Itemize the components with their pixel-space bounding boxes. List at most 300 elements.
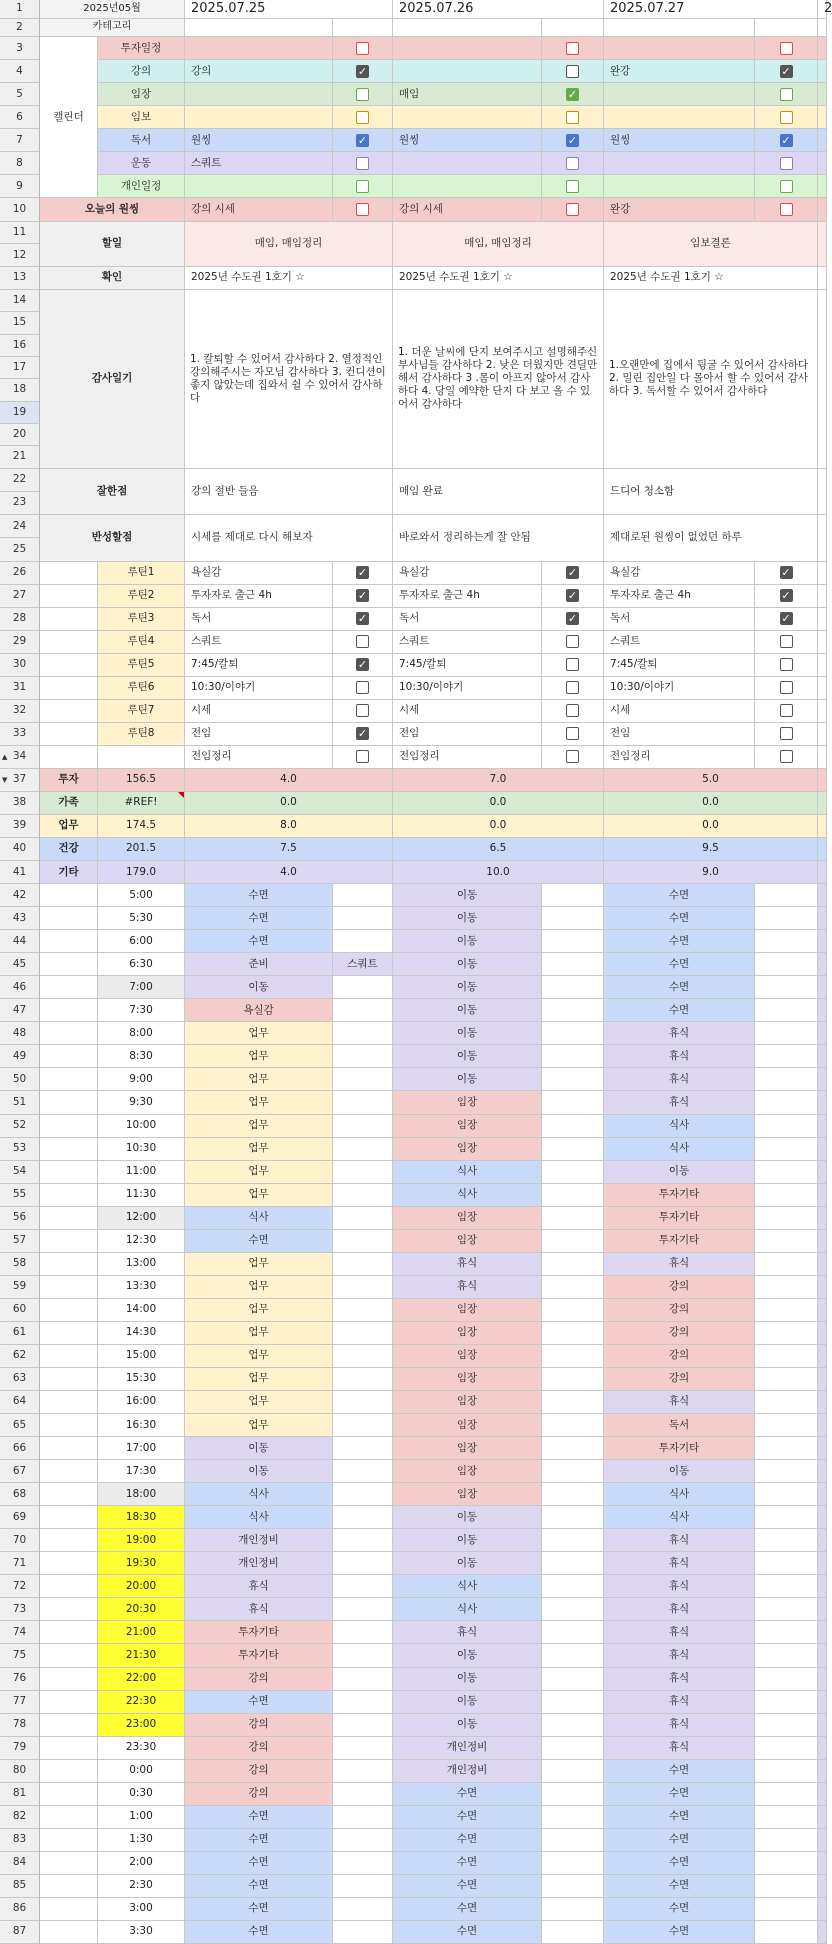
activity-day1-extra[interactable] [333,1852,393,1875]
activity-day1[interactable] [185,1875,333,1898]
time-slot[interactable] [98,999,185,1022]
reflect-value[interactable] [185,515,393,561]
checkbox-checked[interactable]: ✓ [781,566,791,580]
routine-entry[interactable] [185,700,333,723]
row-header[interactable] [0,1506,40,1529]
activity-day3-extra[interactable] [755,1898,818,1921]
activity-day2[interactable] [393,1345,542,1368]
activity-day3-extra[interactable] [755,884,818,907]
row-header[interactable] [0,884,40,907]
routine-check[interactable] [333,654,393,677]
row-header[interactable] [0,538,40,561]
summary-total[interactable] [98,792,185,815]
row-header[interactable] [0,492,40,515]
overflow-cell[interactable] [818,1230,827,1253]
activity-day3[interactable] [604,1368,755,1391]
calendar-entry[interactable] [393,106,542,129]
activity-day3-extra[interactable] [755,1345,818,1368]
routine-entry[interactable] [604,585,755,608]
blank-cell[interactable] [40,1668,98,1691]
activity-day3[interactable] [604,1138,755,1161]
summary-value[interactable] [604,792,818,815]
row-header[interactable] [0,1760,40,1783]
routine-entry[interactable] [604,608,755,631]
calendar-check[interactable] [755,60,818,83]
good-value[interactable] [185,469,393,515]
overflow-cell[interactable] [818,1552,827,1575]
todo-value[interactable] [393,222,604,267]
activity-day3-extra[interactable] [755,1045,818,1068]
blank-cell[interactable] [40,1644,98,1667]
calendar-entry[interactable] [185,37,333,60]
time-slot[interactable] [98,1506,185,1529]
activity-day3-extra[interactable] [755,1460,818,1483]
routine-label[interactable] [98,585,185,608]
overflow-cell[interactable] [818,1483,827,1506]
row-header[interactable] [0,1391,40,1414]
calendar-check[interactable] [755,106,818,129]
routine-entry[interactable] [604,746,755,769]
checkbox-checked[interactable]: ✓ [781,612,791,626]
row-header[interactable] [0,198,40,221]
calendar-entry[interactable] [185,83,333,106]
routine-label[interactable] [98,608,185,631]
activity-day1[interactable] [185,907,333,930]
activity-day2-extra[interactable] [542,1737,604,1760]
activity-day1-extra[interactable] [333,1437,393,1460]
blank-cell[interactable] [40,723,98,746]
row-header[interactable] [0,746,40,769]
row-header[interactable] [0,1161,40,1184]
overflow-cell[interactable] [818,999,827,1022]
overflow-cell[interactable] [818,815,827,838]
routine-check[interactable] [333,723,393,746]
activity-day1[interactable] [185,1529,333,1552]
good-label[interactable] [40,469,185,515]
blank-cell[interactable] [40,907,98,930]
row-header[interactable] [0,1045,40,1068]
overflow-cell[interactable] [818,1322,827,1345]
activity-day2-extra[interactable] [542,1898,604,1921]
activity-day3[interactable] [604,1068,755,1091]
activity-day2[interactable] [393,1276,542,1299]
blank-cell[interactable] [40,608,98,631]
routine-check[interactable] [755,608,818,631]
blank-cell[interactable] [40,1552,98,1575]
row-header[interactable] [0,1368,40,1391]
checkbox-checked[interactable]: ✓ [781,133,791,147]
summary-value[interactable] [604,815,818,838]
checkbox-unchecked[interactable] [780,157,793,170]
blank-cell[interactable] [40,1806,98,1829]
row-header[interactable] [0,1299,40,1322]
blank-cell[interactable] [40,1621,98,1644]
activity-day1-extra[interactable] [333,1714,393,1737]
activity-day1[interactable] [185,1714,333,1737]
overflow-cell[interactable] [818,1783,827,1806]
calendar-check[interactable] [542,83,604,106]
row-header[interactable] [0,152,40,175]
activity-day1-extra[interactable] [333,1161,393,1184]
activity-day1[interactable] [185,1138,333,1161]
activity-day2[interactable] [393,1022,542,1045]
activity-day2[interactable] [393,1552,542,1575]
activity-day1-extra[interactable] [333,1207,393,1230]
routine-check[interactable] [542,631,604,654]
blank-cell[interactable] [40,1898,98,1921]
routine-check[interactable] [333,562,393,585]
checkbox-checked[interactable]: ✓ [781,64,791,78]
time-slot[interactable] [98,953,185,976]
overflow-cell[interactable] [818,1898,827,1921]
calendar-check[interactable] [755,37,818,60]
activity-day1[interactable] [185,1068,333,1091]
checkbox-checked[interactable]: ✓ [357,612,368,626]
checkbox-unchecked[interactable] [356,42,369,55]
reflect-label[interactable] [40,515,185,561]
row-header[interactable] [0,861,40,884]
blank-cell[interactable] [40,1737,98,1760]
activity-day3[interactable] [604,930,755,953]
activity-day1[interactable] [185,1368,333,1391]
row-header[interactable] [0,267,40,290]
overflow-cell[interactable] [818,222,827,267]
activity-day2-extra[interactable] [542,1529,604,1552]
checkbox-unchecked[interactable] [780,704,793,717]
time-slot[interactable] [98,1437,185,1460]
routine-entry[interactable] [185,631,333,654]
activity-day3-extra[interactable] [755,1529,818,1552]
time-slot[interactable] [98,1184,185,1207]
overflow-cell[interactable] [818,106,827,129]
collapse-rows-icon[interactable]: ▲ [2,752,8,761]
time-slot[interactable] [98,1022,185,1045]
blank-cell[interactable] [40,1276,98,1299]
calendar-entry[interactable] [393,83,542,106]
row-header[interactable] [0,175,40,198]
overflow-cell[interactable] [818,585,827,608]
calendar-entry[interactable] [185,152,333,175]
todo-label[interactable] [40,222,185,267]
routine-check[interactable] [333,608,393,631]
checkbox-unchecked[interactable] [566,157,579,170]
blank-cell[interactable] [40,1391,98,1414]
activity-day1-extra[interactable] [333,1575,393,1598]
overflow-cell[interactable] [818,1737,827,1760]
blank-cell[interactable] [542,19,604,38]
activity-day2-extra[interactable] [542,1207,604,1230]
overflow-cell[interactable] [818,907,827,930]
activity-day3[interactable] [604,1506,755,1529]
overflow-cell[interactable] [818,1852,827,1875]
blank-cell[interactable] [40,884,98,907]
row-header[interactable] [0,1552,40,1575]
routine-check[interactable] [542,677,604,700]
routine-label[interactable] [98,746,185,769]
activity-day3-extra[interactable] [755,1391,818,1414]
overflow-cell[interactable] [818,861,827,884]
calendar-entry[interactable] [185,129,333,152]
activity-day3[interactable] [604,1852,755,1875]
time-slot[interactable] [98,1575,185,1598]
summary-total[interactable] [98,815,185,838]
activity-day3-extra[interactable] [755,1691,818,1714]
blank-cell[interactable] [393,19,542,38]
activity-day1[interactable] [185,1760,333,1783]
blank-cell[interactable] [40,1345,98,1368]
activity-day3-extra[interactable] [755,1852,818,1875]
activity-day3-extra[interactable] [755,1299,818,1322]
overflow-cell[interactable] [818,746,827,769]
checkbox-unchecked[interactable] [566,727,579,740]
row-header[interactable] [0,1806,40,1829]
calendar-category[interactable] [98,175,185,198]
activity-day2-extra[interactable] [542,1483,604,1506]
calendar-check[interactable] [755,175,818,198]
activity-day1[interactable] [185,1091,333,1114]
time-slot[interactable] [98,1737,185,1760]
routine-check[interactable] [755,654,818,677]
activity-day2-extra[interactable] [542,1783,604,1806]
reflect-value[interactable] [604,515,818,561]
routine-label[interactable] [98,723,185,746]
blank-cell[interactable] [40,1299,98,1322]
activity-day1[interactable] [185,1829,333,1852]
blank-cell[interactable] [40,746,98,769]
todo-value[interactable] [185,222,393,267]
activity-day2[interactable] [393,1460,542,1483]
overflow-cell[interactable] [818,1506,827,1529]
row-header[interactable] [0,769,40,792]
time-slot[interactable] [98,1091,185,1114]
activity-day2-extra[interactable] [542,1460,604,1483]
row-header[interactable] [0,1276,40,1299]
calendar-check[interactable] [333,83,393,106]
gratitude-entry[interactable] [393,290,604,469]
activity-day3-extra[interactable] [755,953,818,976]
calendar-entry[interactable] [604,106,755,129]
checkbox-checked[interactable]: ✓ [357,727,368,741]
time-slot[interactable] [98,1391,185,1414]
activity-day1[interactable] [185,1460,333,1483]
overflow-cell[interactable] [818,1437,827,1460]
time-slot[interactable] [98,1322,185,1345]
routine-check[interactable] [542,700,604,723]
routine-entry[interactable] [604,562,755,585]
blank-cell[interactable] [40,1022,98,1045]
row-header[interactable] [0,677,40,700]
activity-day1[interactable] [185,1737,333,1760]
activity-day3-extra[interactable] [755,930,818,953]
activity-day1-extra[interactable] [333,1115,393,1138]
activity-day3[interactable] [604,1253,755,1276]
activity-day3-extra[interactable] [755,1184,818,1207]
row-header[interactable] [0,1875,40,1898]
calendar-check[interactable] [755,129,818,152]
activity-day3-extra[interactable] [755,1506,818,1529]
routine-check[interactable] [333,700,393,723]
row-header[interactable] [0,585,40,608]
row-header[interactable] [0,1414,40,1437]
summary-value[interactable] [604,838,818,861]
blank-cell[interactable] [40,1161,98,1184]
blank-cell[interactable] [40,1437,98,1460]
time-slot[interactable] [98,1852,185,1875]
activity-day3[interactable] [604,1345,755,1368]
activity-day1-extra[interactable] [333,999,393,1022]
calendar-check[interactable] [755,83,818,106]
activity-day3[interactable] [604,1644,755,1667]
activity-day2[interactable] [393,1045,542,1068]
blank-cell[interactable] [755,19,818,38]
overflow-cell[interactable] [818,1299,827,1322]
calendar-entry[interactable] [604,37,755,60]
checkbox-unchecked[interactable] [780,42,793,55]
blank-cell[interactable] [40,1852,98,1875]
activity-day1[interactable] [185,976,333,999]
activity-day1[interactable] [185,1852,333,1875]
routine-label[interactable] [98,562,185,585]
blank-cell[interactable] [40,1091,98,1114]
calendar-entry[interactable] [393,129,542,152]
calendar-category[interactable] [98,106,185,129]
checkbox-unchecked[interactable] [780,180,793,193]
time-slot[interactable] [98,1207,185,1230]
checkbox-unchecked[interactable] [780,111,793,124]
row-header[interactable] [0,446,40,468]
overflow-cell[interactable] [818,1714,827,1737]
checkbox-checked[interactable]: ✓ [357,566,368,580]
time-slot[interactable] [98,884,185,907]
row-header[interactable] [0,37,40,60]
time-slot[interactable] [98,1138,185,1161]
checkbox-checked[interactable]: ✓ [357,589,368,603]
checkbox-unchecked[interactable] [780,658,793,671]
activity-day3[interactable] [604,999,755,1022]
activity-day1-extra[interactable] [333,1230,393,1253]
activity-day2-extra[interactable] [542,1045,604,1068]
blank-cell[interactable] [40,1045,98,1068]
activity-day2-extra[interactable] [542,1322,604,1345]
routine-check[interactable] [755,700,818,723]
blank-cell[interactable] [40,700,98,723]
activity-day2-extra[interactable] [542,1391,604,1414]
activity-day1[interactable] [185,884,333,907]
row-header[interactable] [0,838,40,861]
activity-day3-extra[interactable] [755,999,818,1022]
activity-day2[interactable] [393,1414,542,1437]
gratitude-entry[interactable] [185,290,393,469]
time-slot[interactable] [98,1414,185,1437]
activity-day1-extra[interactable] [333,1829,393,1852]
activity-day2-extra[interactable] [542,1368,604,1391]
activity-day2[interactable] [393,1368,542,1391]
activity-day3-extra[interactable] [755,1668,818,1691]
activity-day2[interactable] [393,930,542,953]
activity-day2-extra[interactable] [542,930,604,953]
checkbox-unchecked[interactable] [566,111,579,124]
row-header[interactable] [0,222,40,245]
activity-day1-extra[interactable] [333,1322,393,1345]
summary-label[interactable] [40,769,98,792]
activity-day3-extra[interactable] [755,1552,818,1575]
activity-day2-extra[interactable] [542,1230,604,1253]
routine-entry[interactable] [185,608,333,631]
activity-day3[interactable] [604,1783,755,1806]
routine-entry[interactable] [393,654,542,677]
activity-day3-extra[interactable] [755,1022,818,1045]
row-header[interactable] [0,335,40,357]
routine-entry[interactable] [604,700,755,723]
activity-day3[interactable] [604,1760,755,1783]
activity-day1[interactable] [185,1898,333,1921]
overflow-cell[interactable] [818,37,827,60]
row-header[interactable] [0,700,40,723]
gratitude-entry[interactable] [604,290,818,469]
activity-day2-extra[interactable] [542,1668,604,1691]
checkbox-unchecked[interactable] [356,750,369,763]
overflow-cell[interactable] [818,1921,827,1944]
summary-total[interactable] [98,769,185,792]
activity-day2[interactable] [393,1068,542,1091]
row-header[interactable] [0,379,40,401]
activity-day3-extra[interactable] [755,1644,818,1667]
checkbox-unchecked[interactable] [566,750,579,763]
row-header[interactable] [0,1621,40,1644]
activity-day3[interactable] [604,1806,755,1829]
activity-day2-extra[interactable] [542,1921,604,1944]
activity-day1[interactable] [185,1391,333,1414]
activity-day1[interactable] [185,1552,333,1575]
row-header[interactable] [0,1460,40,1483]
date-header[interactable] [818,0,832,19]
overflow-cell[interactable] [818,1668,827,1691]
calendar-check[interactable] [542,60,604,83]
activity-day3[interactable] [604,1414,755,1437]
calendar-entry[interactable] [185,175,333,198]
overflow-cell[interactable] [818,198,827,221]
activity-day3[interactable] [604,1091,755,1114]
activity-day1[interactable] [185,1598,333,1621]
activity-day2[interactable] [393,1207,542,1230]
row-header[interactable] [0,290,40,312]
calendar-check[interactable] [333,60,393,83]
row-header[interactable] [0,1322,40,1345]
activity-day1[interactable] [185,1691,333,1714]
activity-day2[interactable] [393,953,542,976]
routine-entry[interactable] [604,654,755,677]
confirm-label[interactable] [40,267,185,290]
confirm-value[interactable] [604,267,818,290]
activity-day1-extra[interactable] [333,1621,393,1644]
activity-day1-extra[interactable] [333,1737,393,1760]
activity-day3[interactable] [604,1598,755,1621]
activity-day3[interactable] [604,1737,755,1760]
overflow-cell[interactable] [818,1184,827,1207]
activity-day1[interactable] [185,1668,333,1691]
activity-day2-extra[interactable] [542,1345,604,1368]
checkbox-unchecked[interactable] [566,681,579,694]
activity-day3[interactable] [604,1115,755,1138]
activity-day3-extra[interactable] [755,1322,818,1345]
time-slot[interactable] [98,1783,185,1806]
activity-day2[interactable] [393,1691,542,1714]
confirm-value[interactable] [185,267,393,290]
routine-check[interactable] [755,723,818,746]
time-slot[interactable] [98,1230,185,1253]
checkbox-checked[interactable]: ✓ [357,64,368,78]
activity-day3[interactable] [604,1829,755,1852]
